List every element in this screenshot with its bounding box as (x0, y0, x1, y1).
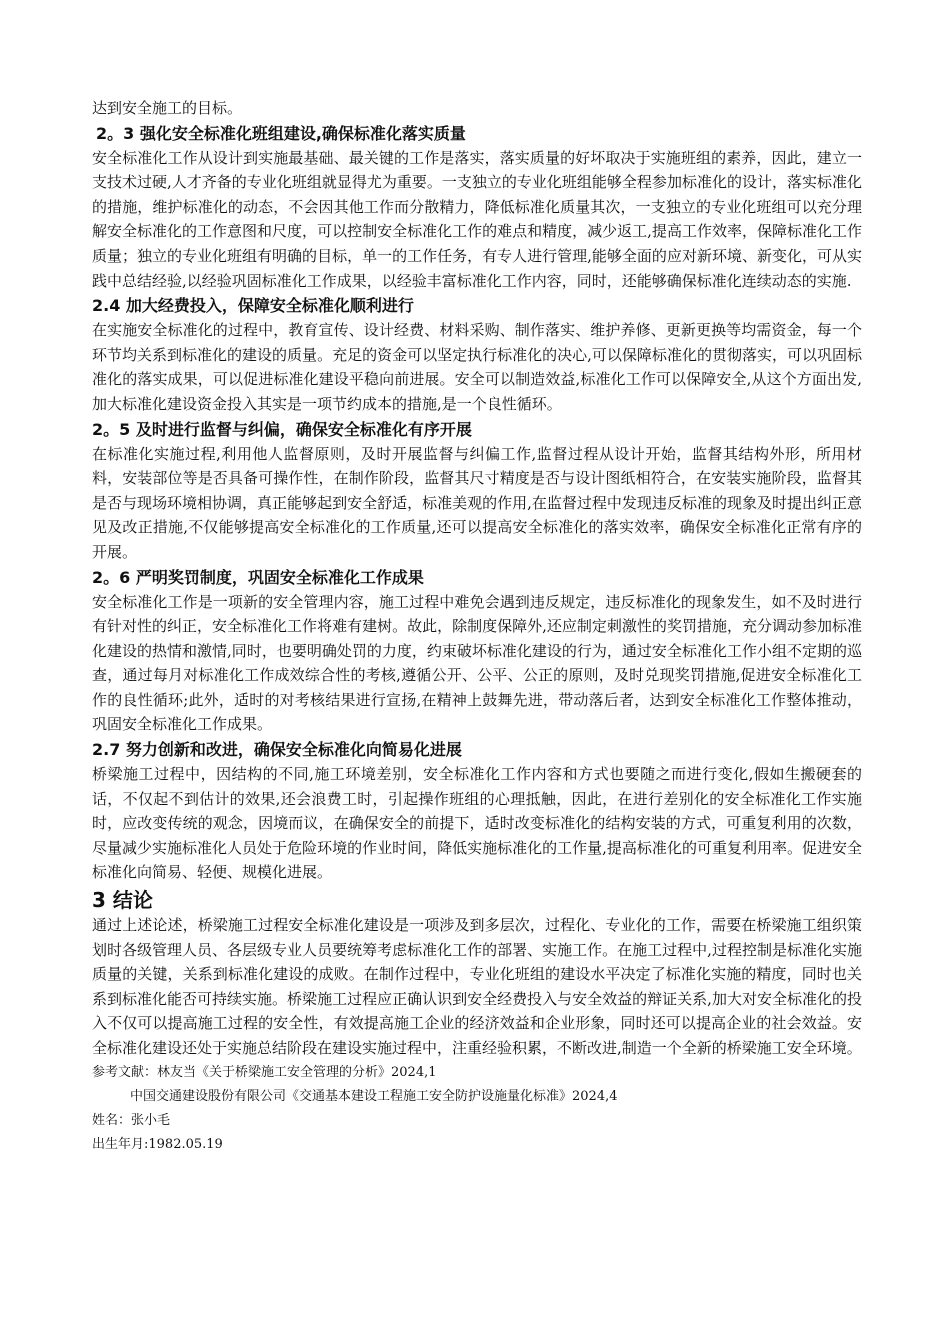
section-body-2-4: 在实施安全标准化的过程中，教育宣传、设计经费、材料采购、制作落实、维护养修、更新更换等均需资金，每一个环节均关系到标准化的建设的质量。充足的资金可以坚定执行标准化的决心,可以保障标准化的贯彻落实，可以巩固标准化的落实成果，可以促进标准化建设平稳向前进展。安全可以制造效益,标准化工作可以保障安全,从这个方面出发,加大标准化建设资金投入其实是一项节约成本的措施,是一个良性循环。 (92, 321, 862, 413)
author-name: 姓名：张小毛 (92, 1112, 171, 1128)
conclusion-heading: 3 结论 (92, 888, 153, 913)
section-body-2-3: 安全标准化工作从设计到实施最基础、最关键的工作是落实，落实质量的好坏取决于实施班组的素养，因此，建立一支技术过硬,人才齐备的专业化班组就显得尤为重要。一支独立的专业化班组能够全程参加标准化的设计，落实标准化的措施，维护标准化的动态，不会因其他工作而分散精力，降低标准化质量其次，一支独立的专业化班组可以充分理解安全标准化的工作意图和尺度，可以控制安全标准化工作的难点和精度，减少返工,提高工作效率，保障标准化工作质量；独立的专业化班组有明确的目标，单一的工作任务，有专人进行管理,能够全面的应对新环境、新变化，可从实践中总结经验,以经验巩固标准化工作成果，以经验丰富标准化工作内容，同时，还能够确保标准化连续动态的实施. (92, 148, 862, 290)
section-heading-2-7: 2.7 努力创新和改进，确保安全标准化向简易化进展 (92, 740, 462, 760)
section-heading-2-5: 2。5 及时进行监督与纠偏，确保安全标准化有序开展 (92, 419, 472, 439)
section-heading-2-3: 2。3 强化安全标准化班组建设,确保标准化落实质量 (96, 123, 466, 143)
section-body-2-5: 在标准化实施过程,利用他人监督原则，及时开展监督与纠偏工作,监督过程从设计开始，监督其结构外形，所用材料，安装部位等是否具备可操作性，在制作阶段，监督其尺寸精度是否与设计图纸相符合，在安装实施阶段，监督其是否与现场环境相协调，真正能够起到安全舒适，标准美观的作用,在监督过程中发现违反标准的现象及时提出纠正意见及改正措施,不仅能够提高安全标准化的工作质量,还可以提高安全标准化的落实效率，确保安全标准化正常有序的开展。 (92, 444, 862, 561)
reference-line-2: 中国交通建设股份有限公司《交通基本建设工程施工安全防护设施量化标准》2024,4 (130, 1088, 618, 1104)
section-body-2-7: 桥梁施工过程中，因结构的不同,施工环境差别，安全标准化工作内容和方式也要随之而进行变化,假如生搬硬套的话，不仅起不到估计的效果,还会浪费工时，引起操作班组的心理抵触，因此，在进行差别化的安全标准化工作实施时，应改变传统的观念，因境而议，在确保安全的前提下，适时改变标准化的结构安装的方式，可重复利用的次数，尽量减少实施标准化人员处于危险环境的作业时间，降低实施标准化的工作量,提高标准化的可重复利用率。促进安全标准化向简易、轻便、规模化进展。 (92, 765, 862, 882)
conclusion-body: 通过上述论述，桥梁施工过程安全标准化建设是一项涉及到多层次，过程化、专业化的工作，需要在桥梁施工组织策划时各级管理人员、各层级专业人员要统筹考虑标准化工作的部署、实施工作。在施工过程中,过程控制是标准化实施质量的关键，关系到标准化建设的成败。在制作过程中，专业化班组的建设水平决定了标准化实施的精度，同时也关系到标准化能否可持续实施。桥梁施工过程应正确认识到安全经费投入与安全效益的辩证关系,加大对安全标准化的投入不仅可以提高施工过程的安全性，有效提高施工企业的经济效益和企业形象，同时还可以提高企业的社会效益。安全标准化建设还处于实施总结阶段在建设实施过程中，注重经验积累，不断改进,制造一个全新的桥梁施工安全环境。 (92, 916, 862, 1057)
lead-paragraph: 达到安全施工的目标。 (92, 99, 243, 117)
section-heading-2-4: 2.4 加大经费投入，保障安全标准化顺利进行 (92, 296, 414, 316)
section-body-2-6: 安全标准化工作是一项新的安全管理内容，施工过程中难免会遇到违反规定，违反标准化的现象发生，如不及时进行有针对性的纠正，安全标准化工作将难有建树。故此，除制度保障外,还应制定刺激性的奖罚措施，充分调动参加标准化建设的热情和激情,同时，也要明确处罚的力度，约束破坏标准化建设的行为，通过安全标准化工作小组不定期的巡查，通过每月对标准化工作成效综合性的考核,遵循公开、公平、公正的原则，及时兑现奖罚措施,促进安全标准化工作的良性循环;此外，适时的对考核结果进行宣扬,在精神上鼓舞先进，带动落后者，达到安全标准化工作整体推动，巩固安全标准化工作成果。 (92, 592, 862, 734)
reference-line-1: 参考文献：林友当《关于桥梁施工安全管理的分析》2024,1 (92, 1064, 437, 1080)
section-heading-2-6: 2。6 严明奖罚制度，巩固安全标准化工作成果 (92, 567, 424, 587)
author-birth-date: 出生年月:1982.05.19 (92, 1136, 223, 1152)
